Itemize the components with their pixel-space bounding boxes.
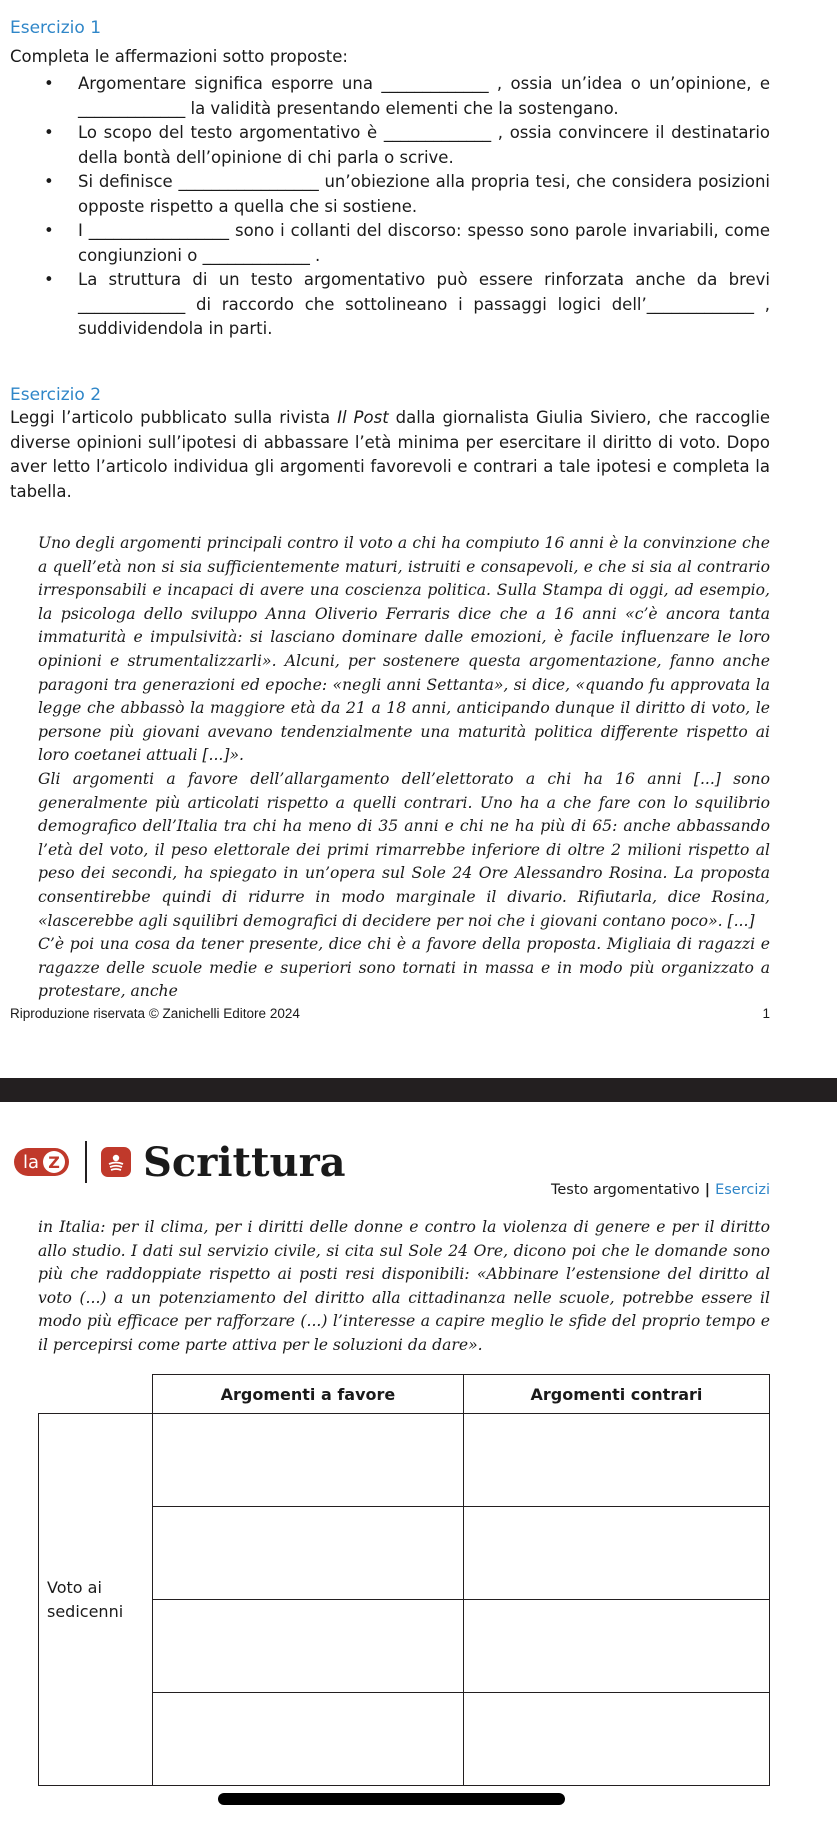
header-separator [85, 1141, 87, 1183]
exercise-1-item: • Lo scopo del testo argomentativo è _____________ , ossia convincere il destinatario della bontà dell’opinione di chi parla o scrive. [10, 121, 770, 170]
exercise-1-item: • Argomentare significa esporre una _____________ , ossia un’idea o un’opinione, e _____________ la validità presentando elementi che la sostengano. [10, 72, 770, 121]
page-2 [0, 1102, 837, 1825]
page-divider [0, 1078, 837, 1102]
exercise-1-title: Esercizio 1 [10, 18, 102, 38]
zanichelli-logo: la Z [14, 1145, 69, 1179]
favor-answer-cell[interactable] [153, 1600, 464, 1693]
instruction-start: Leggi l’articolo pubblicato sulla rivista [10, 408, 338, 427]
column-favor: Argomenti a favore [153, 1375, 464, 1414]
magazine-name: Il Post [337, 408, 389, 427]
favor-answer-cell[interactable] [153, 1507, 464, 1600]
article-paragraph: Uno degli argomenti principali contro il voto a chi ha compiuto 16 anni è la convinzione che a quell’età non si sia sufficientemente maturi, istruiti e consapevoli, e che si sia al contrario irresponsabili e incapaci di avere una coscienza politica. Sulla Stampa di oggi, ad esempio, la psicologa dello sviluppo Anna Oliverio Ferraris dice che a 16 anni «c’è ancora tanta immaturità e impulsività: si lasciano dominare dalle emozioni, è facile influenzare le loro opinioni e strumentalizzarli». Alcuni, per sostenere questa argomentazione, fanno anche paragoni tra generazioni ed epoche: «negli anni Settanta», si dice, «quando fu approvata la legge che abbassò la maggiore età da 21 a 18 anni, anticipando dunque il diritto di voto, le persone più giovani avevano tendenzialmente una maturità politica differente rispetto ai loro coetanei attuali [...]». [38, 534, 770, 765]
favor-answer-cell[interactable] [153, 1693, 464, 1786]
article-continuation: in Italia: per il clima, per i diritti delle donne e contro la violenza di genere e per il diritto allo studio. I dati sul servizio civile, si cita sul Sole 24 Ore, dicono poi che le domande sono più che raddoppiate rispetto ai posti resi disponibili: «Abbinare l’estensione del diritto al voto (...) a un potenziamento del diritto alla cittadinanza nelle scuole, potrebbe essere il modo più efficace per rafforzare (...) l’interesse a capire meglio le sfide del proprio tempo e il percepirsi come parte attiva per le soluzioni da dare». [38, 1218, 770, 1354]
megaphone-icon [101, 1147, 131, 1177]
exercise-2-title: Esercizio 2 [10, 385, 102, 405]
arguments-table [38, 1374, 770, 1786]
section-breadcrumb: Testo argomentativo | Esercizi [550, 1182, 770, 1198]
against-answer-cell[interactable] [463, 1507, 769, 1600]
article-paragraph: C’è poi una cosa da tener presente, dice chi è a favore della proposta. Migliaia di ragazzi e ragazze delle scuole medie e superiori sono tornati in massa e in modo più organizzato a protestare, anche [38, 935, 770, 1001]
exercise-1-item: • I _________________ sono i collanti del discorso: spesso sono parole invariabili, come congiunzioni o _____________ . [10, 219, 770, 268]
column-against: Argomenti contrari [463, 1375, 769, 1414]
exercise-1-item: • Si definisce _________________ un’obiezione alla propria tesi, che considera posizioni opposte rispetto a quella che si sostiene. [10, 170, 770, 219]
against-answer-cell[interactable] [463, 1414, 769, 1507]
copyright: Riproduzione riservata © Zanichelli Editore 2024 [10, 1006, 300, 1021]
exercise-2-instruction [10, 406, 770, 504]
article-text [38, 532, 770, 1004]
home-indicator[interactable] [218, 1793, 565, 1805]
exercise-1-item: • La struttura di un testo argomentativo può essere rinforzata anche da brevi _____________ di raccordo che sottolineano i passaggi logici dell’_____________ , suddividendola in parti. [10, 268, 770, 342]
against-answer-cell[interactable] [463, 1693, 769, 1786]
article-paragraph: Gli argomenti a favore dell’allargamento dell’elettorato a chi ha 16 anni [...] sono generalmente più articolati rispetto a quelli contrari. Uno ha a che fare con lo squilibrio demografico dell’Italia tra chi ha meno di 35 anni e chi ne ha più di 65: anche abbassando l’età del voto, il peso elettorale dei primi rimarrebbe inferiore di oltre 2 milioni rispetto al peso dei secondi, ha spiegato in un’opera sul Sole 24 Ore Alessandro Rosina. La proposta consentirebbe quindi di ridurre in modo marginale il divario. Rifiutarla, dice Rosina, «lascerebbe agli squilibri demografici di decidere per noi che i giovani contano poco». [...] [38, 769, 770, 930]
exercise-1-instruction: Completa le affermazioni sotto proposte: [10, 47, 348, 66]
favor-answer-cell[interactable] [153, 1414, 464, 1507]
row-label: Voto ai sedicenni [39, 1414, 153, 1786]
table-row [39, 1414, 770, 1507]
page-footer [10, 1006, 770, 1021]
instruction-end: dalla giornalista Giulia Siviero, che raccoglie diverse opinioni sull’ipotesi di abbassare l’età minima per esercitare il diritto di voto. Dopo aver letto l’articolo individua gli argomenti favorevoli e contrari a tale ipotesi e completa la tabella. [10, 408, 770, 501]
page-number: 1 [762, 1006, 770, 1021]
section-title: Scrittura [143, 1138, 346, 1186]
against-answer-cell[interactable] [463, 1600, 769, 1693]
header-logo [14, 1138, 346, 1186]
exercise-1-list [10, 72, 770, 342]
table-header-row [39, 1375, 770, 1414]
header-blank-cell [39, 1375, 153, 1414]
